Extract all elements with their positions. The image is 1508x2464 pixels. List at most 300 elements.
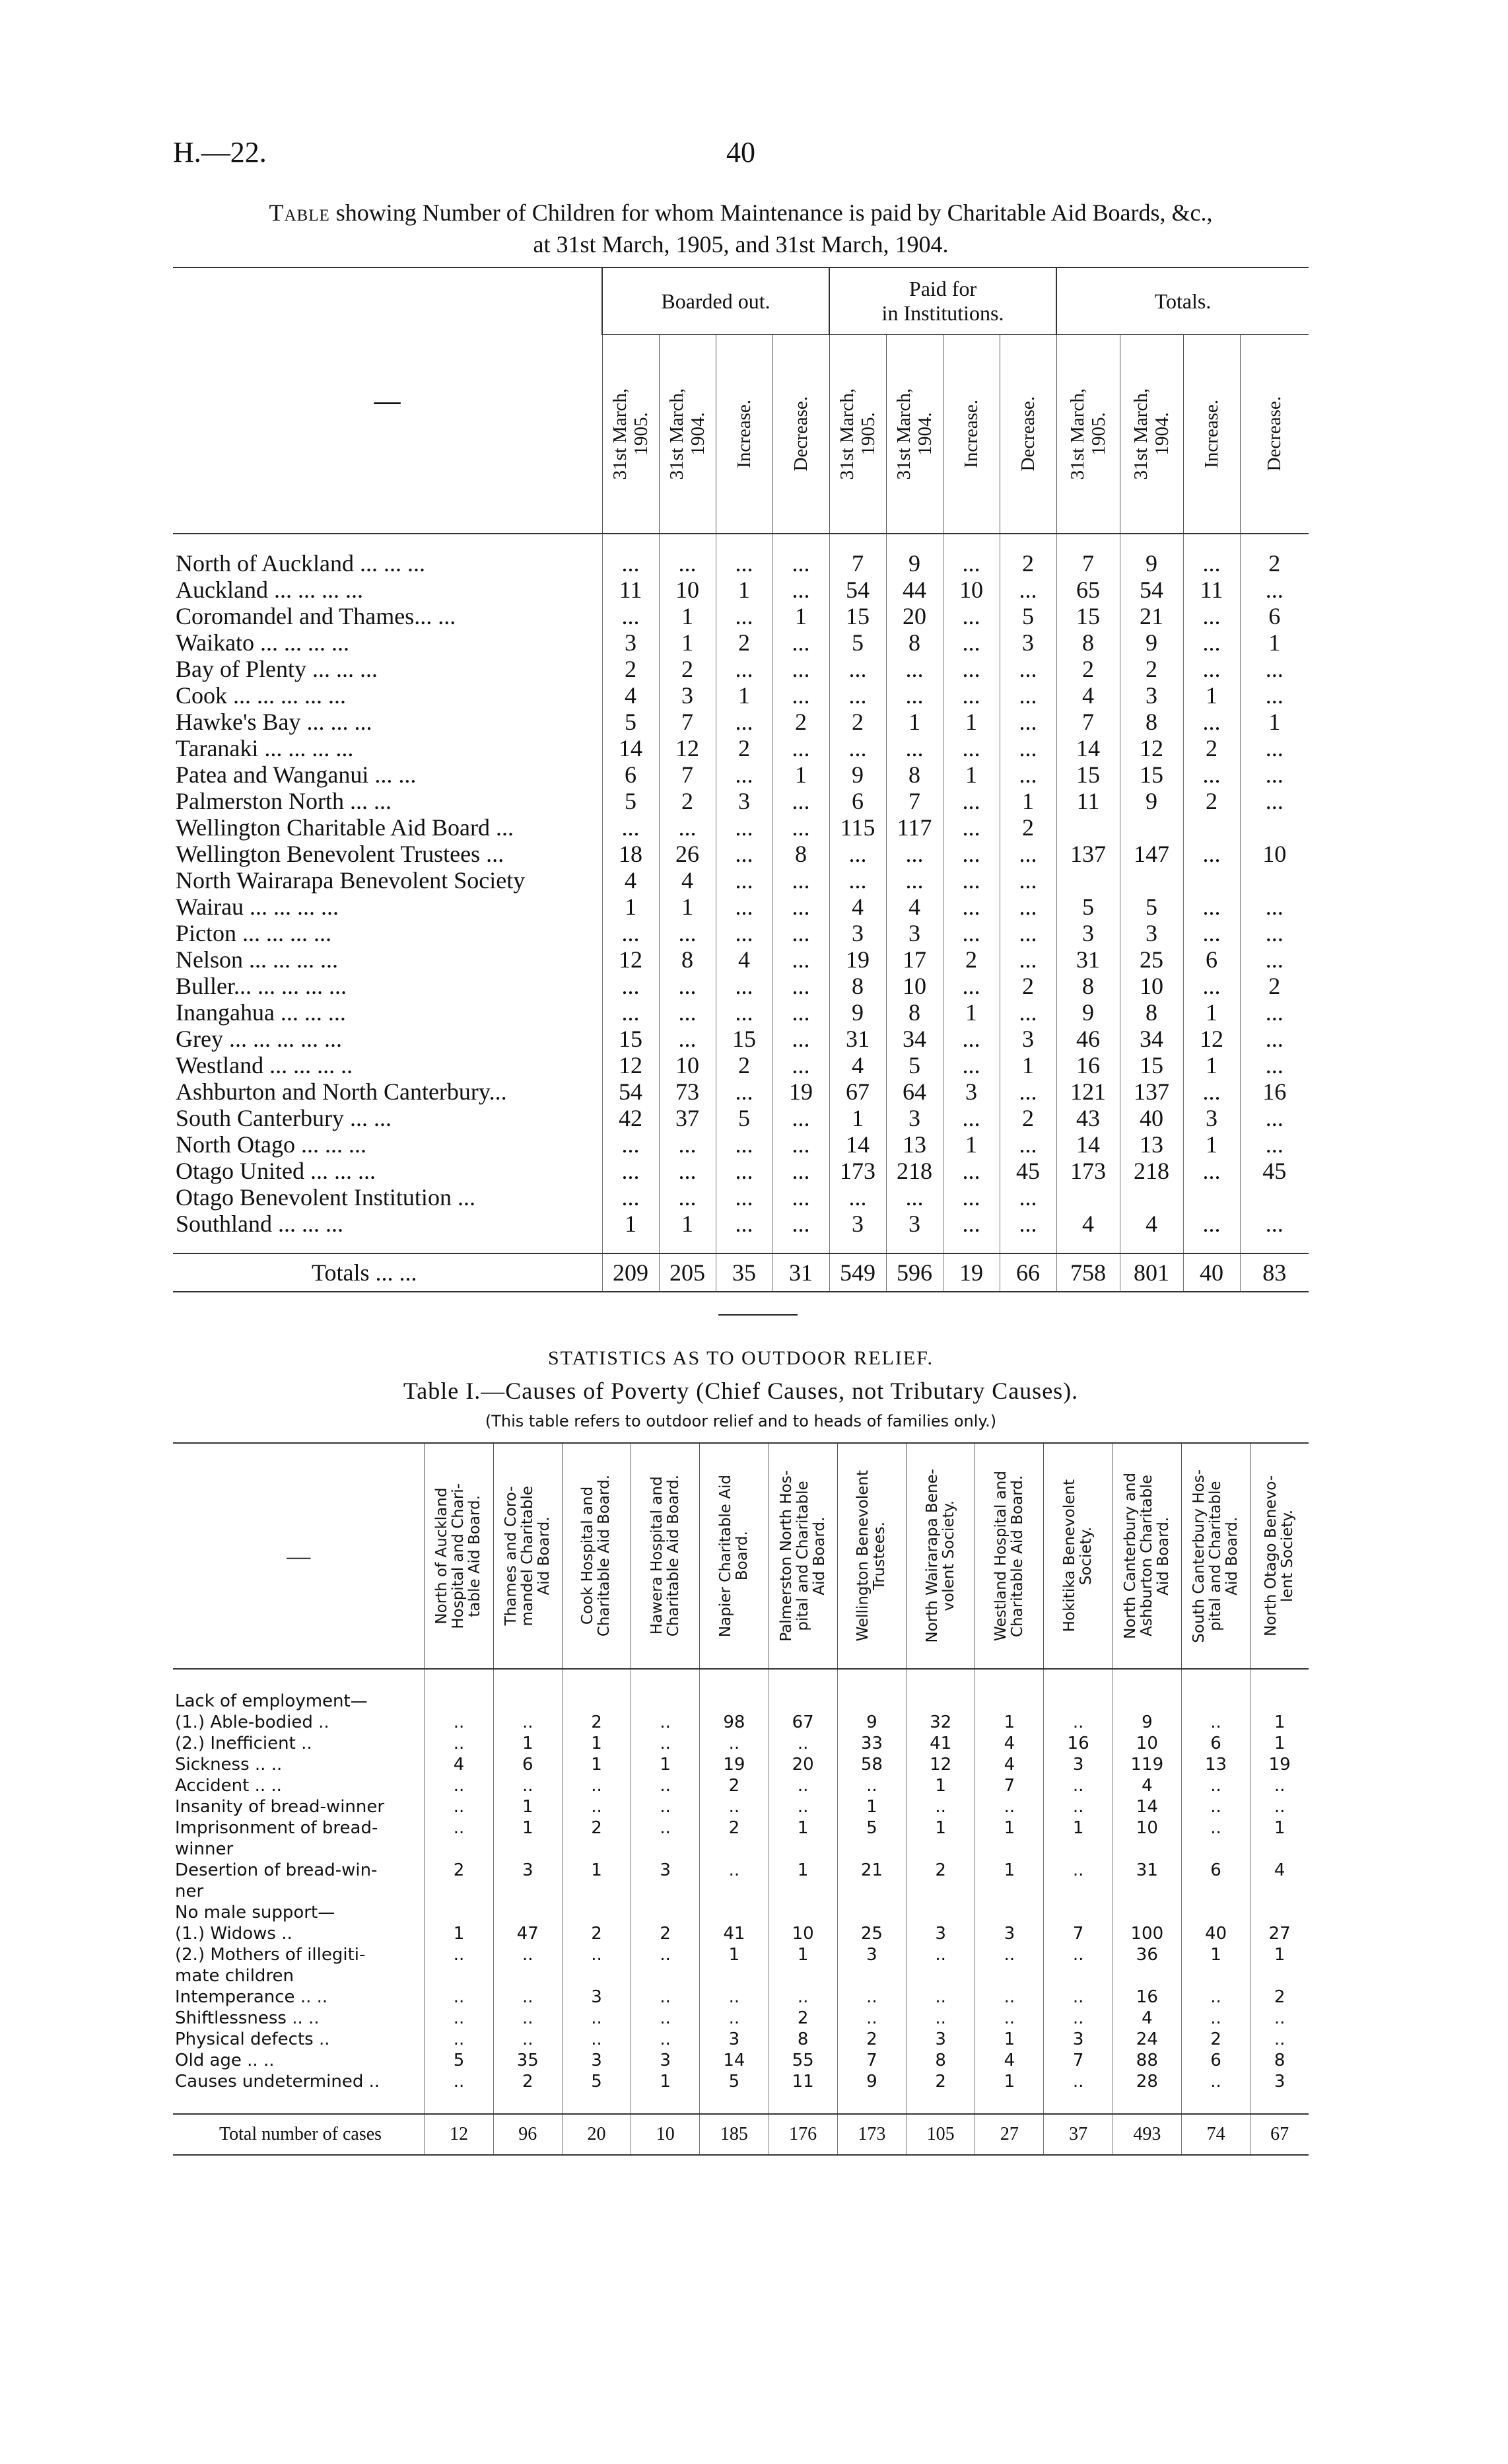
table-cell: ... [1000,709,1056,735]
table-cell [631,1965,700,1987]
table-cell: 5 [602,709,659,735]
table-cell: ... [716,999,772,1026]
table-cell [907,1902,975,1923]
table-cell: ... [1240,894,1309,920]
table-cell: 5 [886,1052,943,1078]
table-row [173,841,1309,867]
table-row [173,1026,1309,1052]
table-cell: 147 [1120,841,1183,867]
table-cell: 31 [1113,1860,1181,1881]
table-cell: .. [425,1712,493,1733]
table-cell: 14 [1056,735,1120,761]
table-cell: 14 [700,2050,769,2071]
table-cell [769,1965,837,1987]
table-cell: 8 [886,999,943,1026]
table-cell: 1 [562,1733,631,1754]
table-cell: ... [772,735,829,761]
table-cell: 1 [631,2071,700,2092]
table-cell: 1 [425,1923,493,1944]
table-cell: .. [1181,1817,1250,1839]
table-cell: 1 [1000,788,1056,814]
table-cell: 33 [837,1733,906,1754]
table-cell: 5 [837,1817,906,1839]
table-cell [1044,1881,1113,1902]
table-cell [493,1902,562,1923]
table-cell: 1 [659,629,716,656]
table-cell: ... [1183,920,1240,946]
table-cell: 2 [943,946,1000,973]
table-cell: 9 [837,2071,906,2092]
row-label: Wellington Benevolent Trustees ... [176,841,504,867]
table-cell: 121 [1056,1078,1120,1105]
table-cell: 31 [1056,946,1120,973]
table-cell: ... [1000,999,1056,1026]
table-cell: 8 [907,2050,975,2071]
table-cell: .. [631,2029,700,2050]
table-cell: 1 [943,999,1000,1026]
table-cell: ... [1183,709,1240,735]
table-cell [769,1839,837,1860]
table-cell: 1 [493,1817,562,1839]
table-cell: ... [659,973,716,999]
table-cell: 9 [1120,550,1183,577]
table-cell [1251,1691,1309,1712]
table-cell: .. [1044,1987,1113,2008]
table-cell [1044,1902,1113,1923]
table-cell: .. [562,2008,631,2029]
table-cell [562,1902,631,1923]
table-cell: .. [1181,1712,1250,1733]
row-label: (2.) Mothers of illegiti- [175,1945,366,1965]
row-label: Shiftlessness .. .. [175,2008,320,2028]
table2-note: (This table refers to outdoor relief and to heads of families only.) [485,1412,997,1430]
table-cell: 15 [1056,603,1120,629]
table-cell: ... [716,550,772,577]
table-cell: ... [943,814,1000,841]
table-cell: 47 [493,1923,562,1944]
table-cell: 2 [631,1923,700,1944]
table-cell: ... [772,788,829,814]
table-cell [1181,1881,1250,1902]
table-cell: 173 [1056,1158,1120,1184]
column-header-board-11: South Canterbury Hos- pital and Charitable Aid Board. [1181,1443,1250,1669]
table-cell: 5 [700,2071,769,2092]
table-cell: 3 [1251,2071,1309,2092]
table1-caption-lead: Table [269,199,330,226]
table-row [173,1131,1309,1158]
table-cell: 3 [907,2029,975,2050]
table-cell: 3 [1120,920,1183,946]
table-cell: 32 [907,1712,975,1733]
table-cell: 8 [769,2029,837,2050]
table-cell: 54 [1120,577,1183,603]
row-label: Physical defects .. [175,2029,330,2049]
column-header-institutions-3: Decrease. [1000,335,1056,534]
table-cell: 12 [1183,1026,1240,1052]
page-number: 40 [726,136,755,168]
table-cell: 41 [907,1733,975,1754]
table-cell: 8 [1251,2050,1309,2071]
table-cell: ... [602,814,659,841]
column-header-totals-1: 31st March, 1904. [1120,335,1183,534]
table-row [173,1184,1309,1211]
table-cell: ... [1183,550,1240,577]
table-cell: 73 [659,1078,716,1105]
table-cell: .. [631,1817,700,1839]
table-cell: ... [943,1184,1000,1211]
table-cell [975,1839,1044,1860]
table-cell: 65 [1056,577,1120,603]
table-cell: 40 [1183,1253,1240,1292]
table-cell: 8 [1120,709,1183,735]
table-cell: 3 [1044,2029,1113,2050]
table-cell: ... [943,603,1000,629]
table-cell: ... [1240,999,1309,1026]
table-cell: ... [943,735,1000,761]
table-cell: 3 [602,629,659,656]
table-cell: 88 [1113,2050,1181,2071]
table-cell: .. [631,2008,700,2029]
table-cell: .. [1251,2008,1309,2029]
table-cell: 41 [700,1923,769,1944]
table-cell: 1 [943,709,1000,735]
row-label: Auckland ... ... ... ... [176,577,363,603]
table-cell [837,1691,906,1712]
table-cell: ... [659,999,716,1026]
table-cell: 7 [975,1775,1044,1796]
column-header-board-4: Napier Charitable Aid Board. [700,1443,769,1669]
table-cell: 2 [602,656,659,682]
table-cell: 8 [886,761,943,788]
column-header-totals-0: 31st March, 1905. [1056,335,1120,534]
table-cell: ... [1240,788,1309,814]
table-cell: ... [602,999,659,1026]
table-cell: ... [1240,1105,1309,1131]
table-cell: 115 [829,814,886,841]
column-header-board-0: North of Auckland Hospital and Chari- table Aid Board. [425,1443,493,1669]
table-cell: ... [716,1158,772,1184]
table-cell: ... [772,867,829,894]
table-cell: .. [1181,1987,1250,2008]
table-cell: .. [837,1775,906,1796]
table-cell: 2 [829,709,886,735]
table-cell: 16 [1240,1078,1309,1105]
group-header-paid-institutions: Paid for in Institutions. [829,267,1056,335]
table-cell: .. [1044,2071,1113,2092]
table-cell: ... [943,894,1000,920]
table-cell: 34 [886,1026,943,1052]
table-cell: 3 [829,920,886,946]
table-cell: 2 [1000,1105,1056,1131]
table-cell: ... [716,814,772,841]
table-cell: 1 [1240,629,1309,656]
row-label: Total number of cases [173,2114,425,2155]
table-cell: 3 [631,2050,700,2071]
table-cell: 67 [829,1078,886,1105]
row-label: Southland ... ... ... [176,1211,344,1237]
table-cell: 25 [837,1923,906,1944]
table-cell [975,1902,1044,1923]
table-cell: 1 [907,1817,975,1839]
table-cell: 758 [1056,1253,1120,1292]
table-cell: ... [772,999,829,1026]
table-cell [769,1902,837,1923]
table-cell: ... [716,973,772,999]
column-header-boarded-3: Decrease. [772,335,829,534]
table-cell: 1 [1251,1944,1309,1965]
table-cell [1181,1691,1250,1712]
table-cell: .. [493,1775,562,1796]
table-cell: 42 [602,1105,659,1131]
table-cell: 13 [1120,1131,1183,1158]
table-cell: ... [1183,1078,1240,1105]
table-cell [1113,1902,1181,1923]
row-label: (1.) Widows .. [175,1924,292,1944]
table-cell: 1 [1183,1052,1240,1078]
table-cell: 2 [562,1817,631,1839]
table-cell: ... [772,550,829,577]
table-cell [631,1691,700,1712]
table-cell: 3 [562,2050,631,2071]
table-cell [1251,1965,1309,1987]
row-label: Bay of Plenty ... ... ... [176,656,378,682]
table-cell: 9 [837,1712,906,1733]
table-cell: 7 [1056,709,1120,735]
table-cell: ... [659,1131,716,1158]
table-cell [425,1902,493,1923]
table-cell: .. [425,1987,493,2008]
table-cell: 2 [1181,2029,1250,2050]
table-cell: 4 [602,867,659,894]
table-cell [1120,814,1183,841]
table-cell: 1 [772,761,829,788]
document-code: H.—22. [173,136,267,168]
table-cell: ... [716,709,772,735]
table-cell: 10 [631,2114,700,2155]
table-cell: 1 [1183,682,1240,709]
table-cell: 5 [1000,603,1056,629]
row-label: Taranaki ... ... ... ... [176,735,354,761]
table-cell: ... [1240,735,1309,761]
table-row [173,1211,1309,1237]
table-cell: 3 [837,1944,906,1965]
table-cell: 25 [1120,946,1183,973]
table-cell: ... [1000,1131,1056,1158]
table-cell [1056,814,1120,841]
row-label: Insanity of bread-winner [175,1797,385,1817]
table-cell [1251,1881,1309,1902]
table-cell: ... [886,1184,943,1211]
table-cell: 2 [425,1860,493,1881]
column-header-institutions-1: 31st March, 1904. [886,335,943,534]
table-cell: ... [943,973,1000,999]
table-cell: .. [425,1944,493,1965]
table-cell: 1 [1000,1052,1056,1078]
table-cell: 12 [602,1052,659,1078]
table-cell: 2 [562,1923,631,1944]
table-cell: 1 [1183,999,1240,1026]
table-cell: .. [1044,1775,1113,1796]
table-cell: ... [829,841,886,867]
table-cell: .. [975,1796,1044,1817]
table-cell: ... [772,1052,829,1078]
table-cell [1113,1839,1181,1860]
table-cell: 1 [907,1775,975,1796]
table-cell: 1 [837,1796,906,1817]
column-header-totals-3: Decrease. [1240,335,1309,534]
table-cell: 21 [1120,603,1183,629]
table-cell: 1 [1240,709,1309,735]
table-cell [1240,814,1309,841]
table-cell [837,1965,906,1987]
table-cell: ... [943,1026,1000,1052]
table-cell: 31 [772,1253,829,1292]
table-cell: .. [700,1860,769,1881]
table-row [173,629,1309,656]
table-cell: 6 [493,1754,562,1775]
table-cell: 10 [769,1923,837,1944]
table-cell: 3 [562,1987,631,2008]
row-label: mate children [175,1966,294,1986]
column-header-board-1: Thames and Coro- mandel Charitable Aid Board. [493,1443,562,1669]
table-cell: 3 [1000,1026,1056,1052]
table-cell: .. [493,2008,562,2029]
table-cell [1044,1839,1113,1860]
table-cell: .. [425,2008,493,2029]
group-header-totals: Totals. [1056,267,1309,335]
table-cell: 15 [829,603,886,629]
table-cell: ... [829,867,886,894]
table-cell: .. [1044,1796,1113,1817]
table-cell [562,1839,631,1860]
table-cell: 35 [716,1253,772,1292]
table-cell: 12 [425,2114,493,2155]
table-cell: 9 [886,550,943,577]
table-cell [1181,1839,1250,1860]
table-cell: .. [975,1944,1044,1965]
table-cell: 3 [886,1211,943,1237]
table-cell: ... [716,920,772,946]
table-cell: 21 [837,1860,906,1881]
table-cell: ... [602,550,659,577]
table-cell: ... [772,656,829,682]
table-cell [837,1902,906,1923]
table1-stub: — [173,267,602,534]
table-cell: 7 [1056,550,1120,577]
table-cell: ... [602,1158,659,1184]
table-cell: 19 [943,1253,1000,1292]
table-row [173,2029,1309,2050]
table-cell: ... [1183,841,1240,867]
table-cell: 3 [1056,920,1120,946]
table-cell: 11 [1183,577,1240,603]
table-cell: ... [1000,867,1056,894]
table-cell: .. [769,1796,837,1817]
totals-row [173,2114,1309,2155]
table-cell: .. [700,1987,769,2008]
table1-caption-rest: showing Number of Children for whom Maintenance is paid by Charitable Aid Boards, &c., [329,199,1213,226]
table-cell: 1 [886,709,943,735]
table-cell [975,1881,1044,1902]
table-cell: ... [1000,577,1056,603]
row-label: Totals ... ... [173,1253,602,1292]
table-cell [700,1965,769,1987]
table-cell: 1 [700,1944,769,1965]
table-cell: 1 [1251,1712,1309,1733]
table-cell: ... [772,1211,829,1237]
table-cell: ... [772,1026,829,1052]
table-cell: ... [716,867,772,894]
table-cell [425,1691,493,1712]
table1-caption [173,197,1309,260]
table-cell: .. [425,1796,493,1817]
table-cell: ... [772,1105,829,1131]
table-cell: 4 [975,2050,1044,2071]
table-cell: 20 [769,1754,837,1775]
table-cell: 2 [700,1817,769,1839]
table-cell: 4 [829,894,886,920]
table-cell: 2 [907,2071,975,2092]
row-label: Lack of employment— [175,1691,368,1711]
table-cell [700,1881,769,1902]
table-cell: 3 [886,920,943,946]
table-cell: 3 [1183,1105,1240,1131]
column-header-boarded-1: 31st March, 1904. [659,335,716,534]
row-label: Imprisonment of bread- [175,1818,378,1838]
table-cell: 9 [829,999,886,1026]
table-cell: 20 [886,603,943,629]
table-cell [907,1839,975,1860]
table-cell: ... [829,682,886,709]
table-cell: 4 [1120,1211,1183,1237]
table-cell: ... [1000,656,1056,682]
table-cell: 11 [1056,788,1120,814]
table-cell: 5 [562,2071,631,2092]
table-cell [425,1881,493,1902]
table-cell: 15 [1120,1052,1183,1078]
table-row [173,682,1309,709]
table-cell: ... [1240,577,1309,603]
row-label: Patea and Wanganui ... ... [176,761,417,788]
table-cell: 5 [425,2050,493,2071]
table-cell: 7 [1044,2050,1113,2071]
table-cell: 4 [716,946,772,973]
table-cell: .. [425,1817,493,1839]
table-row [173,1860,1309,1881]
table-row [173,973,1309,999]
table-cell: 8 [659,946,716,973]
column-header-institutions-2: Increase. [943,335,1000,534]
table-cell: ... [772,629,829,656]
table-cell: ... [659,1158,716,1184]
table-cell: .. [700,1796,769,1817]
table-row [173,1754,1309,1775]
table-row [173,1796,1309,1817]
table-cell: 4 [829,1052,886,1078]
table-cell: .. [1251,1775,1309,1796]
row-label: winner [175,1839,234,1859]
table-row [173,946,1309,973]
table-cell: 6 [1181,1860,1250,1881]
table-cell [562,1881,631,1902]
row-label: Grey ... ... ... ... ... [176,1026,342,1052]
table-cell [1181,1902,1250,1923]
table-cell [562,1691,631,1712]
table-cell: 549 [829,1253,886,1292]
table-cell: ... [1240,1211,1309,1237]
table-row [173,1078,1309,1105]
column-header-boarded-0: 31st March, 1905. [602,335,659,534]
